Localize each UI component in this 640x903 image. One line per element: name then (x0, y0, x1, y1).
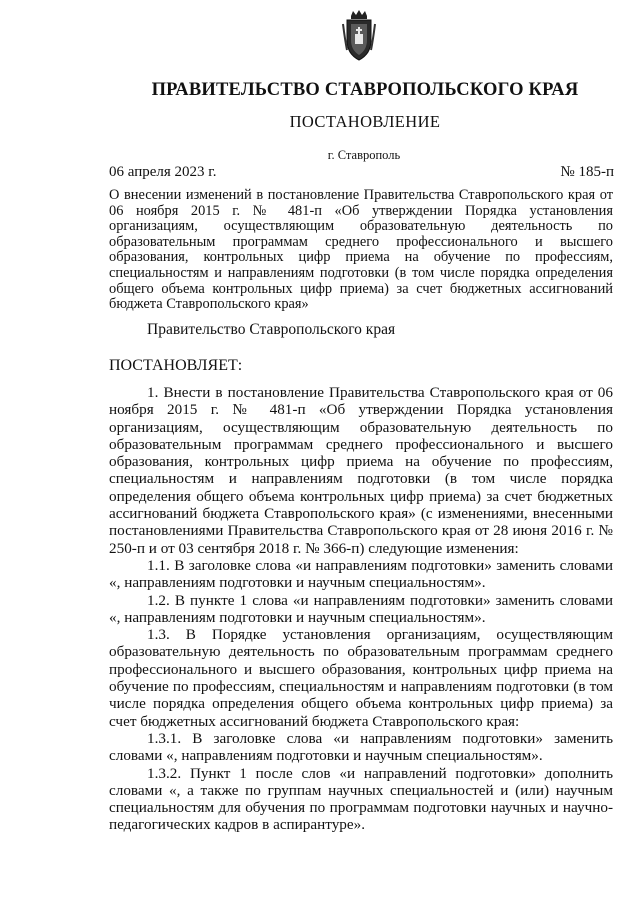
document-subject: О внесении изменений в постановление Правительства Ставропольского края от 06 ноября 2015 г. № 481-п «Об утверждении Порядка установления организациям, осуществляющим образовательную деятельность по образовательным программам среднего профессионального и высшего образования, контрольных цифр приема на обучение по профессиям, специальностям и направлениям подготовки (в том числе порядка определения общего объема контрольных цифр приема) за счет бюджетных ассигнований бюджета Ставропольского края» (109, 187, 613, 313)
preamble: Правительство Ставропольского края (147, 321, 396, 338)
document-date: 06 апреля 2023 г. (109, 164, 217, 180)
paragraph-1-1: 1.1. В заголовке слова «и направлениям подготовки» заменить словами «, направлениям подготовки и научным специальностям». (109, 556, 613, 592)
paragraph-1-2: 1.2. В пункте 1 слова «и направлениям подготовки» заменить словами «, направлениям подготовки и научным специальностям». (109, 591, 613, 626)
document-body (109, 384, 613, 834)
resolves-heading: ПОСТАНОВЛЯЕТ: (109, 357, 243, 374)
government-title: ПРАВИТЕЛЬСТВО СТАВРОПОЛЬСКОГО КРАЯ (151, 80, 579, 100)
paragraph-1-3-1: 1.3.1. В заголовке слова «и направлениям подготовки» заменить словами «, направлениям подготовки и научным специальностям». (109, 729, 613, 765)
paragraph-1: 1. Внести в постановление Правительства Ставропольского края от 06 ноября 2015 г. № 481-п «Об утверждении Порядка установления организациям, осуществляющим образовательную деятельность по образовательным программам среднего профессионального и высшего образования, контрольных цифр приема на обучение по профессиям, специальностям и направлениям подготовки (в том числе порядка определения общего объема контрольных цифр приема) за счет бюджетных ассигнований бюджета Ставропольского края» (с изменениями, внесенными постановлениями Правительства Ставропольского края от 28 июня 2016 г. № 250-п и от 03 сентября 2018 г. № 366-п) следующие изменения: (109, 384, 613, 557)
document-number: № 185-п (560, 164, 614, 180)
paragraph-1-3: 1.3. В Порядке установления организациям, осуществляющим образовательную деятельность по образовательным программам среднего профессионального и высшего образования, контрольных цифр приема на обучение по профессиям, специальностям и направлениям подготовки (в том числе порядка определения общего объема контрольных цифр приема) за счет бюджетных ассигнований бюджета Ставропольского края: (109, 626, 613, 730)
paragraph-1-3-2: 1.3.2. Пункт 1 после слов «и направлений подготовки» дополнить словами «, а также по группам научных специальностей и (или) научным специальностям для обучения по программам подготовки научных и научно-педагогических кадров в аспирантуре». (109, 764, 613, 834)
document-type: ПОСТАНОВЛЕНИЕ (289, 112, 441, 131)
city-label: г. Ставрополь (327, 148, 401, 162)
coat-of-arms-icon (339, 10, 379, 62)
